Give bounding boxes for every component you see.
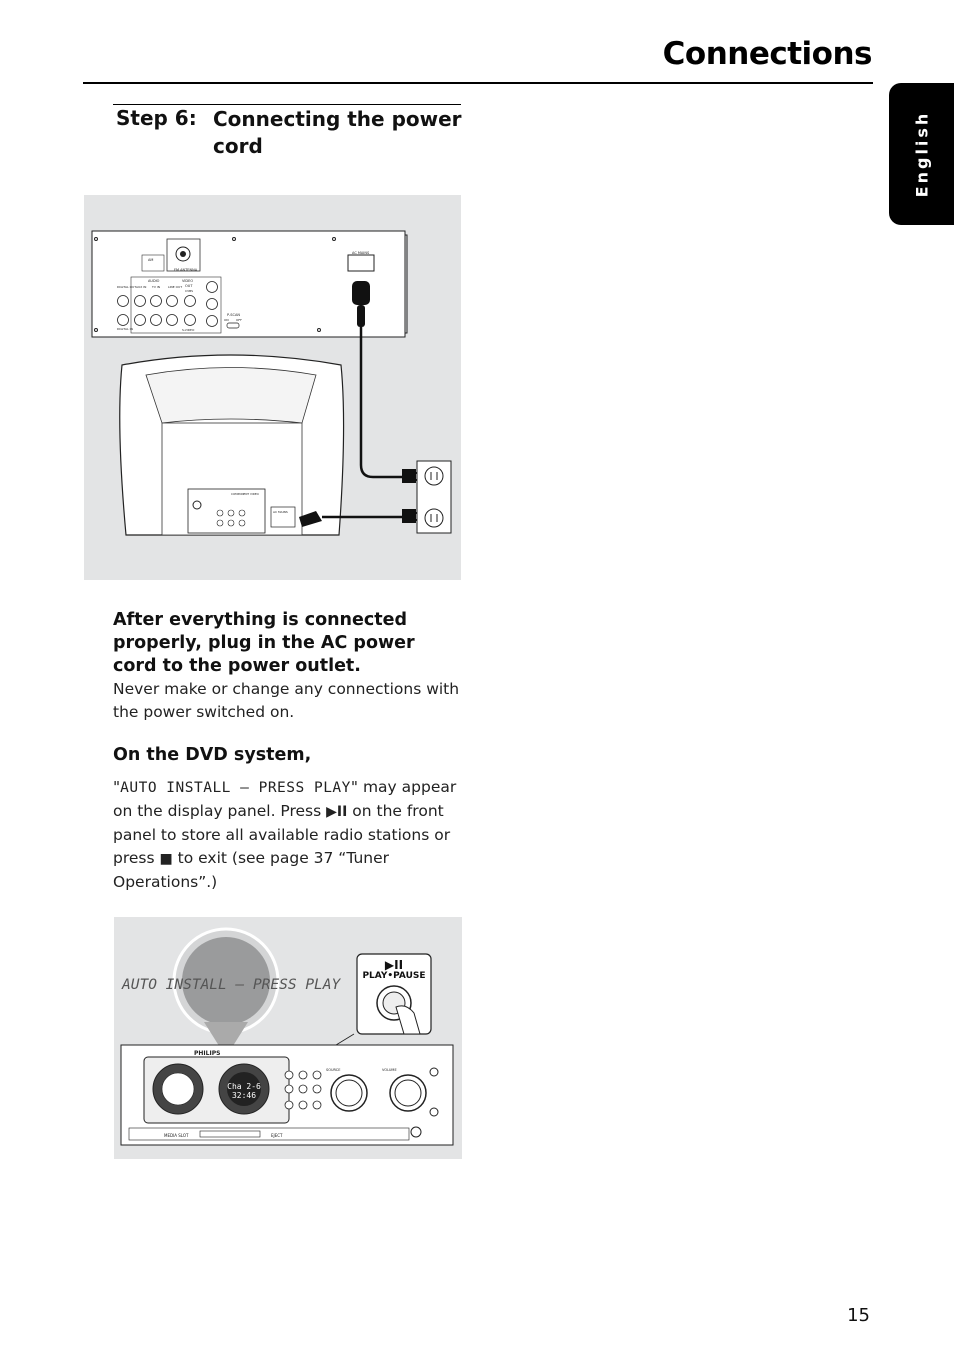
tv-in-label: TV IN bbox=[152, 285, 160, 289]
digital-out-label: DIGITAL OUT bbox=[117, 285, 137, 289]
quote-close: " bbox=[350, 778, 359, 796]
safety-note: Never make or change any connections with the power switched on. bbox=[113, 680, 460, 721]
s-video-label: S-VIDEO bbox=[182, 328, 195, 332]
page-title: Connections bbox=[662, 36, 872, 72]
dvd-heading: On the DVD system, bbox=[113, 745, 312, 765]
display-text: AUTO INSTALL – PRESS PLAY bbox=[120, 780, 351, 796]
source-label: SOURCE bbox=[326, 1068, 341, 1072]
play-pause-symbol: ▶II bbox=[326, 804, 348, 820]
aux-in-label: AUX IN bbox=[136, 285, 147, 289]
language-tab bbox=[889, 83, 954, 225]
quote-open: " bbox=[113, 778, 121, 796]
front-panel-diagram bbox=[114, 917, 462, 1159]
clock-line-2: 32:46 bbox=[231, 1091, 257, 1100]
television bbox=[120, 355, 425, 535]
media-slot-label: MEDIA SLOT bbox=[164, 1133, 189, 1138]
digital-in-label: DIGITAL IN bbox=[117, 327, 133, 331]
p-scan-on-label: ON bbox=[224, 318, 229, 322]
stop-symbol: ■ bbox=[159, 851, 173, 867]
dvd-paragraph bbox=[113, 776, 463, 894]
step-title: Connecting the power cord bbox=[213, 107, 462, 158]
line-out-label: LINE OUT bbox=[168, 285, 183, 289]
fm-antenna-label: FM ANTENNA bbox=[174, 268, 198, 272]
step-label: Step 6: bbox=[116, 106, 197, 130]
title-rule bbox=[83, 82, 873, 84]
front-panel-drawing bbox=[114, 917, 462, 1159]
tv-ac-mains-label: AC MAINS bbox=[273, 510, 288, 514]
paragraph-text-1: may appear on the display panel. Press bbox=[113, 778, 457, 820]
lead-instruction: After everything is connected properly, plug in the AC power cord to the power outlet. bbox=[113, 610, 415, 676]
step-rule bbox=[113, 104, 461, 105]
language-tab-label: English bbox=[912, 110, 931, 198]
zoomed-display-text: AUTO INSTALL – PRESS PLAY bbox=[122, 977, 341, 993]
clock-line-1: Cha 2-6 bbox=[227, 1082, 261, 1091]
am-label: AM bbox=[148, 258, 154, 262]
paragraph-text-2: on the front panel to store all available radio stations or press bbox=[113, 802, 451, 867]
play-pause-icon: ▶II bbox=[384, 958, 404, 972]
play-pause-label: PLAY•PAUSE bbox=[362, 971, 426, 981]
cvbs-label: CVBS bbox=[185, 289, 194, 293]
paragraph-text-4: ”.) bbox=[198, 873, 218, 891]
brand-logo: PHILIPS bbox=[194, 1050, 221, 1057]
dvd-system-front bbox=[121, 1045, 453, 1145]
ac-mains-label: AC MAINS bbox=[352, 251, 370, 255]
connection-diagram-drawing bbox=[84, 195, 461, 580]
out-label: OUT bbox=[185, 284, 193, 288]
volume-label: VOLUME bbox=[382, 1068, 397, 1072]
eject-label: EJECT bbox=[271, 1133, 283, 1138]
p-scan-off-label: OFF bbox=[236, 318, 242, 322]
p-scan-label: P-SCAN bbox=[227, 313, 240, 317]
wall-socket bbox=[417, 461, 451, 533]
audio-label: AUDIO bbox=[148, 279, 160, 283]
page-number: 15 bbox=[847, 1305, 870, 1326]
paragraph-text-3: to exit (see page 37 “ bbox=[172, 849, 347, 867]
tuner-operations-reference: Tuner Operations bbox=[113, 849, 390, 891]
video-label: VIDEO bbox=[182, 279, 194, 283]
component-video-label: COMPONENT VIDEO bbox=[231, 492, 259, 496]
connection-diagram bbox=[84, 195, 461, 580]
